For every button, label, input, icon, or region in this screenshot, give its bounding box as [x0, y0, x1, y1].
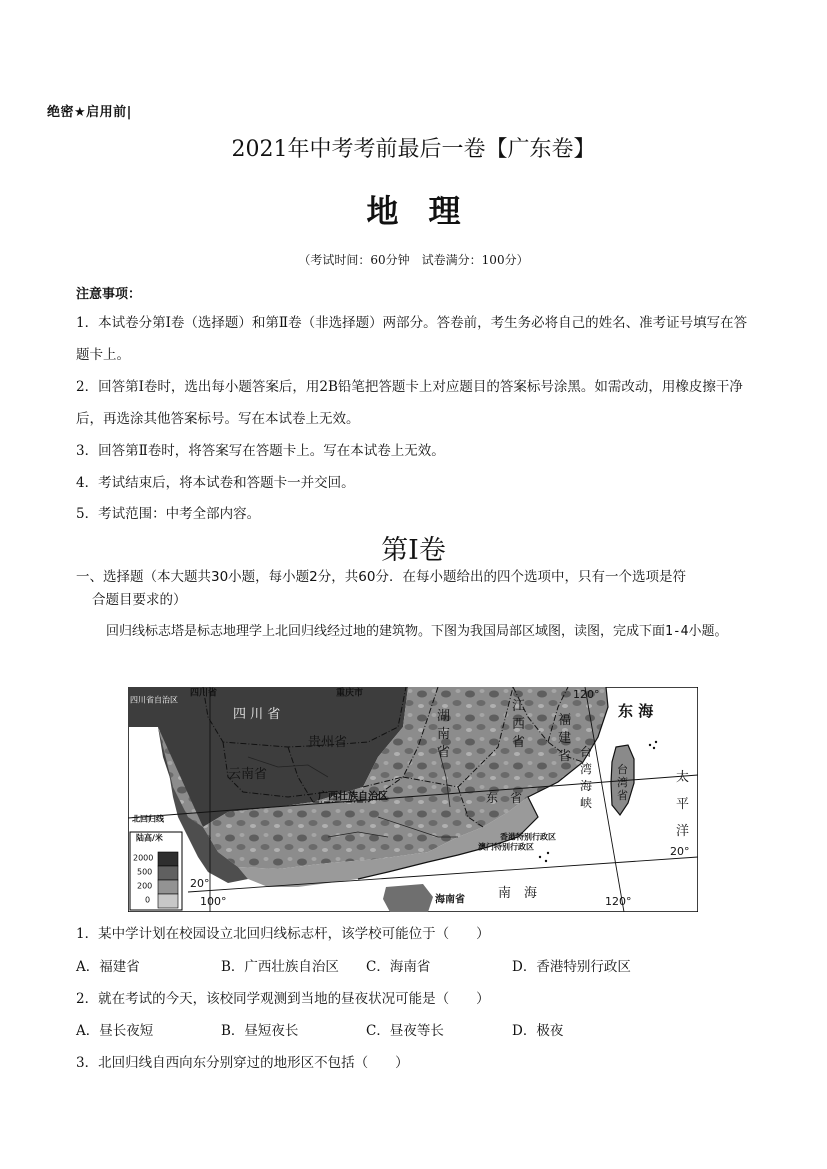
- question-2-stem: 2．就在考试的今天，该校同学观测到当地的昼夜状况可能是（ ）: [76, 991, 490, 1007]
- map-label-taipingyang: 太 平 洋: [676, 770, 690, 839]
- map-label-yunnan: 云南省: [228, 766, 268, 782]
- question-1-stem: 1．某中学计划在校园设立北回归线标志杆，该学校可能位于（ ）: [76, 926, 490, 942]
- part-title: 第Ⅰ卷: [381, 535, 446, 566]
- map-label-nanhai: 南 海: [498, 885, 538, 901]
- legend-value-0: 0: [145, 895, 151, 905]
- exam-title: 2021年中考考前最后一卷【广东卷】: [231, 137, 596, 162]
- q1-option-b[interactable]: B．广西壮族自治区: [221, 959, 339, 975]
- map-label-lat20-right: 20°: [670, 845, 690, 858]
- q2-option-b[interactable]: B．昼短夜长: [221, 1023, 299, 1039]
- subject-title: 地理: [366, 192, 491, 230]
- map-label-guangxi: 广西壮族自治区: [318, 791, 388, 803]
- map-label-donghai: 东 海: [618, 702, 654, 721]
- map-label-taiwan-strait: 台 湾 海 峡: [580, 745, 593, 810]
- map-label-lat20-left: 20°: [190, 877, 210, 890]
- q1-option-c[interactable]: C．海南省: [366, 959, 431, 975]
- map-label-chongqing: 重庆市: [336, 688, 364, 699]
- map-label-taiwan: 台 湾 省: [617, 763, 628, 802]
- section-line-1: 一、选择题（本大题共30小题，每小题2分，共60分．在每小题给出的四个选项中，只有一个选项是符: [76, 569, 686, 585]
- notice-item-1: 1．本试卷分第Ⅰ卷（选择题）和第Ⅱ卷（非选择题）两部分。答卷前，考生务必将自己的姓名、准考证号填写在答题卡上。: [76, 315, 748, 363]
- q2-option-c[interactable]: C．昼夜等长: [366, 1023, 444, 1039]
- notice-heading: 注意事项：: [76, 287, 142, 302]
- map-label-sichuan-top: 四川省: [190, 688, 218, 699]
- map-label-jiangxi: 江 西 省: [512, 699, 526, 750]
- map-label-hainan: 海南省: [435, 894, 465, 906]
- legend-title: 陆高/米: [136, 833, 163, 843]
- region-map: [128, 687, 698, 912]
- legend-value-2000: 2000: [133, 853, 154, 863]
- map-label-hunan: 湖 南 省: [437, 709, 451, 760]
- map-label-lon100: 100°: [200, 895, 227, 908]
- notice-item-4: 4．考试结束后，将本试卷和答题卡一并交回。: [76, 475, 355, 491]
- section-heading: [76, 566, 766, 612]
- legend-value-500: 500: [137, 867, 153, 877]
- confidential-mark: 绝密★启用前|: [47, 105, 132, 120]
- legend-value-200: 200: [137, 881, 153, 891]
- section-line-2: 合题目要求的）: [92, 592, 187, 608]
- map-label-hongkong: 香港特别行政区: [500, 832, 556, 842]
- q1-option-a[interactable]: A．福建省: [76, 959, 140, 975]
- map-label-fujian: 福 建 省: [558, 713, 572, 764]
- notice-item-3: 3．回答第Ⅱ卷时，将答案写在答题卡上。写在本试卷上无效。: [76, 443, 445, 459]
- map-label-guizhou: 贵州省: [308, 734, 348, 750]
- question-3-stem: 3．北回归线自西向东分别穿过的地形区不包括（ ）: [76, 1055, 409, 1071]
- q2-option-d[interactable]: D．极夜: [512, 1023, 564, 1039]
- notice-item-5: 5．考试范围：中考全部内容。: [76, 506, 261, 522]
- question-intro: 回归线标志塔是标志地理学上北回归线经过地的建筑物。下图为我国局部区域图，读图，完成下面1-4小题。: [106, 624, 728, 639]
- exam-info: （考试时间：60分钟 试卷满分：100分）: [298, 253, 529, 267]
- map-label-macao: 澳门特别行政区: [478, 842, 534, 852]
- notice-item-2: 2．回答第Ⅰ卷时，选出每小题答案后，用2B铅笔把答题卡上对应题目的答案标号涂黑。如需改动，用橡皮擦干净后，再选涂其他答案标号。写在本试卷上无效。: [76, 379, 743, 427]
- map-label-guangdong: 东 省: [486, 790, 523, 805]
- map-label-tropic: 北回归线: [132, 814, 164, 824]
- map-label-lon120-bottom: 120°: [605, 895, 632, 908]
- q2-option-a[interactable]: A．昼长夜短: [76, 1023, 154, 1039]
- map-label-lon120-top: 120°: [573, 688, 600, 701]
- map-label-sichuan-left: 四川省自治区: [130, 695, 178, 705]
- q1-option-d[interactable]: D．香港特别行政区: [512, 959, 631, 975]
- map-label-sichuan: 四 川 省: [233, 706, 281, 722]
